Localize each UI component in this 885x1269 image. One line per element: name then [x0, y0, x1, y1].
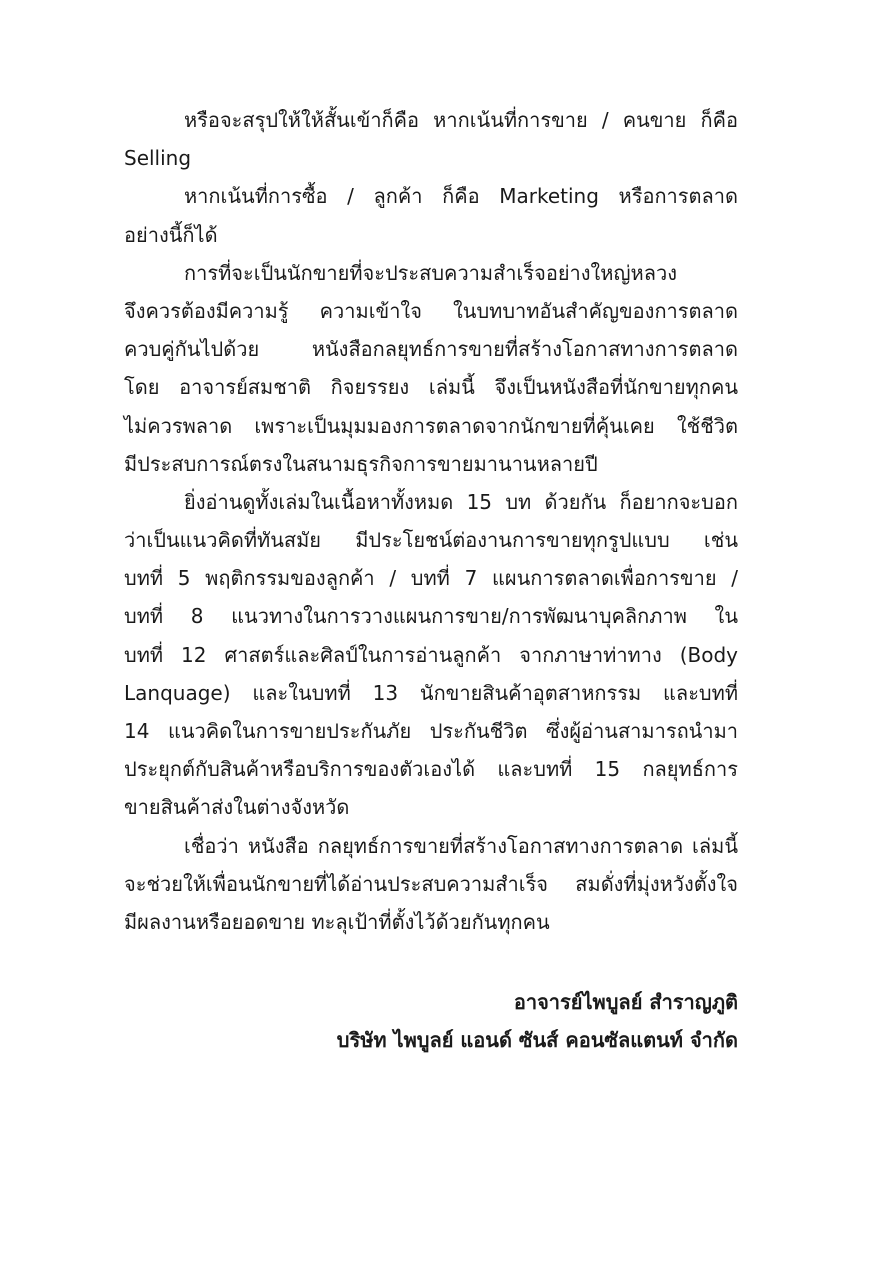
paragraph-line: Lanquage) และในบทที่ 13 นักขายสินค้าอุตสาหกรรม และบทที่	[124, 680, 738, 705]
paragraph-line: ว่าเป็นแนวคิดที่ทันสมัย มีประโยชน์ต่องานการขายทุกรูปแบบ เช่น	[124, 528, 738, 553]
paragraph-conclusion	[124, 827, 738, 942]
paragraph-book-intro	[124, 254, 738, 483]
paragraph-line: ขายสินค้าส่งในต่างจังหวัด	[124, 795, 350, 820]
paragraph-line: หากเน้นที่การซื้อ / ลูกค้า ก็คือ Marketing หรือการตลาด	[184, 184, 738, 209]
paragraph-marketing	[124, 177, 738, 253]
paragraph-line: บทที่ 12 ศาสตร์และศิลป์ในการอ่านลูกค้า จากภาษาท่าทาง (Body	[124, 642, 738, 667]
paragraph-line: จะช่วยให้เพื่อนนักขายที่ได้อ่านประสบความสำเร็จ สมดั่งที่มุ่งหวังตั้งใจ	[124, 871, 738, 896]
signature-block	[124, 983, 738, 1059]
paragraph-line: 14 แนวคิดในการขายประกันภัย ประกันชีวิต ซึ่งผู้อ่านสามารถนำมา	[124, 719, 738, 743]
paragraph-line: ไม่ควรพลาด เพราะเป็นมุมมองการตลาดจากนักขายที่คุ้นเคย ใช้ชีวิต	[124, 413, 738, 438]
paragraph-line: หรือจะสรุปให้ให้สั้นเข้าก็คือ หากเน้นที่การขาย / คนขาย ก็คือ	[184, 108, 738, 132]
document-body	[124, 101, 738, 941]
paragraph-line: โดย อาจารย์สมชาติ กิจยรรยง เล่มนี้ จึงเป็นหนังสือที่นักขายทุกคน	[124, 375, 738, 400]
paragraph-line: บทที่ 5 พฤติกรรมของลูกค้า / บทที่ 7 แผนการตลาดเพื่อการขาย /	[124, 566, 738, 591]
paragraph-line: บทที่ 8 แนวทางในการวางแผนการขาย/การพัฒนาบุคลิกภาพ ใน	[124, 604, 738, 629]
signature-name: อาจารย์ไพบูลย์ สำราญภูติ	[513, 990, 738, 1014]
paragraph-line: Selling	[124, 146, 192, 171]
paragraph-line: ควบคู่กันไปด้วย หนังสือกลยุทธ์การขายที่สร้างโอกาสทางการตลาด	[124, 337, 738, 362]
paragraph-line: มีผลงานหรือยอดขาย ทะลุเป้าที่ตั้งไว้ด้วยกันทุกคน	[124, 909, 550, 934]
paragraph-chapters	[124, 483, 738, 827]
signature-company: บริษัท ไพบูลย์ แอนด์ ซันส์ คอนซัลแตนท์ จำกัด	[336, 1028, 738, 1052]
paragraph-line: จึงควรต้องมีความรู้ ความเข้าใจ ในบทบาทอันสำคัญของการตลาด	[124, 298, 738, 323]
paragraph-line: อย่างนี้ก็ได้	[124, 222, 218, 247]
paragraph-line: เชื่อว่า หนังสือ กลยุทธ์การขายที่สร้างโอกาสทางการตลาด เล่มนี้	[184, 833, 738, 858]
paragraph-line: ประยุกต์กับสินค้าหรือบริการของตัวเองได้ และบทที่ 15 กลยุทธ์การ	[124, 757, 738, 782]
paragraph-line: การที่จะเป็นนักขายที่จะประสบความสำเร็จอย่างใหญ่หลวง	[184, 260, 677, 285]
paragraph-summary	[124, 101, 738, 177]
paragraph-line: ยิ่งอ่านดูทั้งเล่มในเนื้อหาทั้งหมด 15 บท ด้วยกัน ก็อยากจะบอก	[184, 489, 738, 514]
paragraph-line: มีประสบการณ์ตรงในสนามธุรกิจการขายมานานหลายปี	[124, 451, 598, 476]
